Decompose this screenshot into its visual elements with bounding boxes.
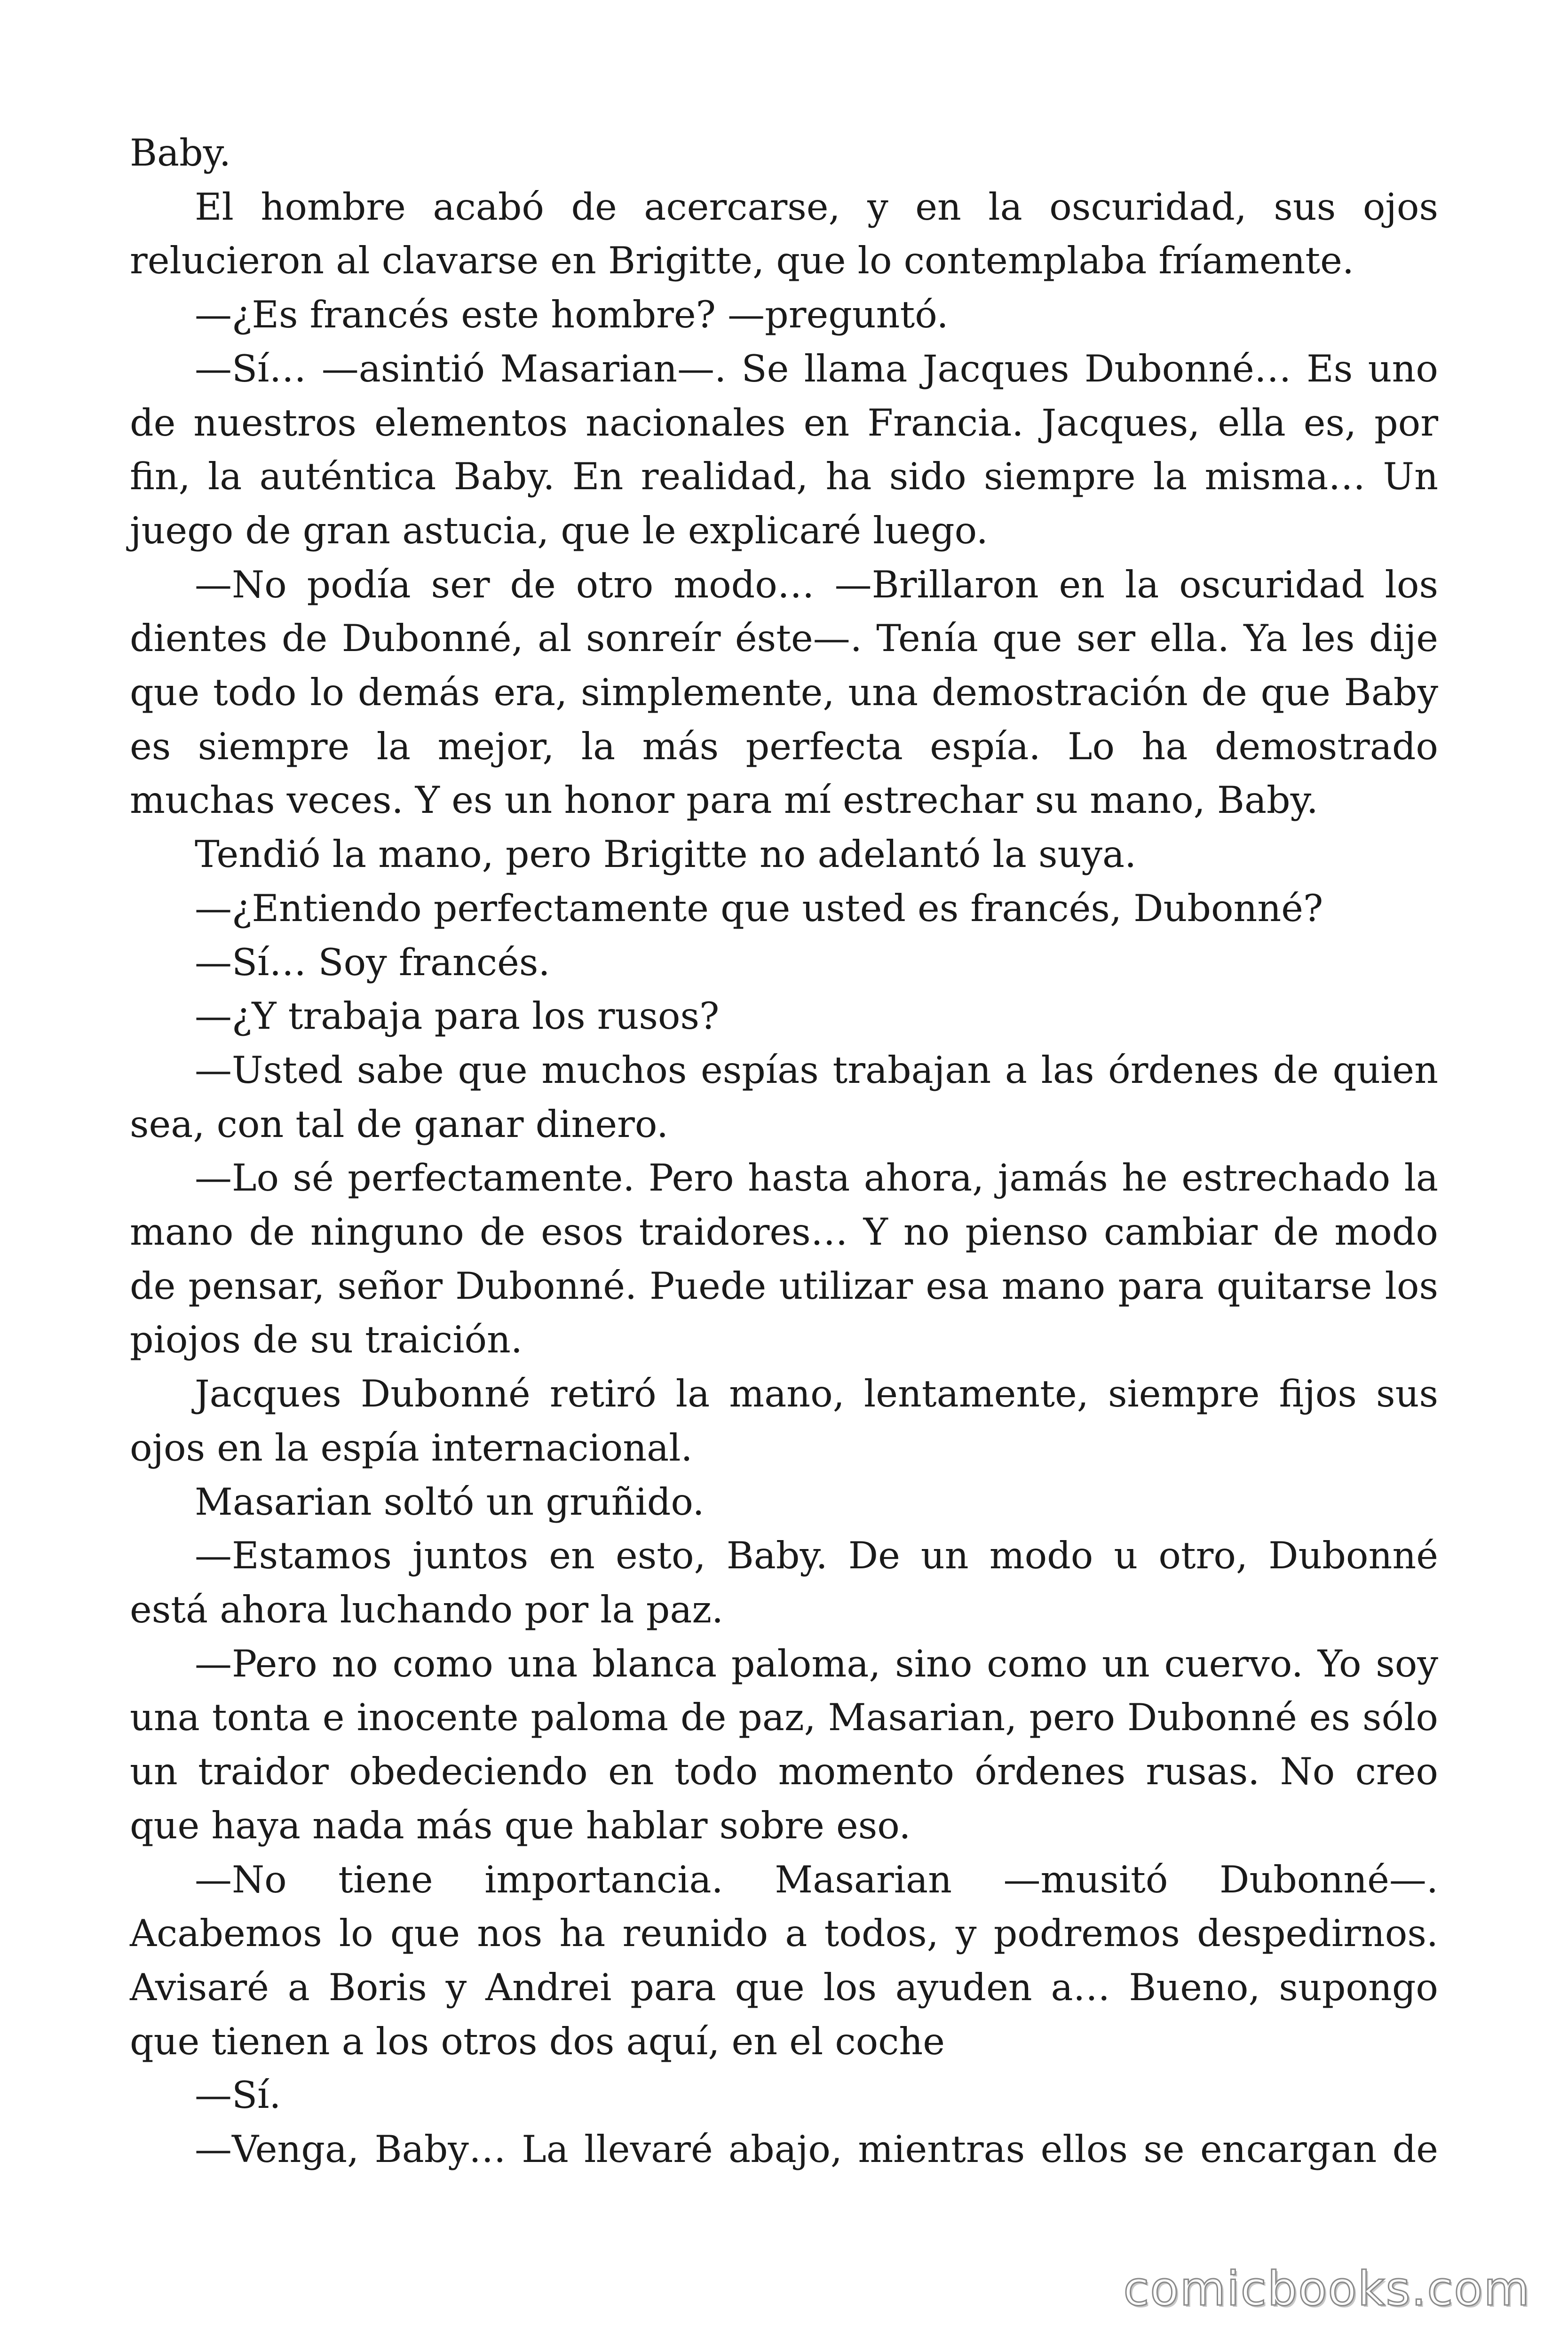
paragraph: —¿Es francés este hombre? —preguntó. [195, 293, 949, 337]
paragraph: Masarian soltó un gruñido. [195, 1480, 705, 1524]
watermark-logo: comicbooks.com [1123, 2261, 1530, 2316]
paragraph: —¿Entiendo perfectamente que usted es francés, Dubonné? [195, 886, 1323, 930]
paragraph: —Sí… —asintió Masarian—. Se llama Jacques Dubonné… Es uno de nuestros elementos nacionales en Francia. Jacques, ella es, por fin, la auténtica Baby. En realidad, ha sido siempre la misma… Un juego de gran astucia, que le explicaré luego. [130, 347, 1438, 552]
paragraph: —Sí… Soy francés. [195, 940, 550, 984]
paragraph: Jacques Dubonné retiró la mano, lentamente, siempre fijos sus ojos en la espía internacional. [130, 1372, 1438, 1470]
paragraph: El hombre acabó de acercarse, y en la oscuridad, sus ojos relucieron al clavarse en Brigitte, que lo contemplaba fríamente. [130, 185, 1438, 283]
paragraph: —Estamos juntos en esto, Baby. De un modo u otro, Dubonné está ahora luchando por la paz. [130, 1534, 1438, 1631]
paragraph: Tendió la mano, pero Brigitte no adelantó la suya. [195, 833, 1137, 876]
paragraph: —Usted sabe que muchos espías trabajan a las órdenes de quien sea, con tal de ganar dinero. [130, 1048, 1438, 1146]
body-text [130, 126, 1438, 2177]
paragraph: —Sí. [195, 2074, 281, 2117]
paragraph: —No podía ser de otro modo… —Brillaron en la oscuridad los dientes de Dubonné, al sonreír éste—. Tenía que ser ella. Ya les dije que todo lo demás era, simplemente, una demostración de que Baby es siempre la mejor, la más perfecta espía. Lo ha demostrado muchas veces. Y es un honor para mí estrechar su mano, Baby. [130, 563, 1438, 822]
paragraph: —Lo sé perfectamente. Pero hasta ahora, jamás he estrechado la mano de ninguno de esos traidores… Y no pienso cambiar de modo de pensar, señor Dubonné. Puede utilizar esa mano para quitarse los piojos de su traición. [130, 1156, 1438, 1362]
paragraph: —No tiene importancia. Masarian —musitó Dubonné—. Acabemos lo que nos ha reunido a todos, y podremos despedirnos. Avisaré a Boris y Andrei para que los ayuden a… Bueno, supongo que tienen a los otros dos aquí, en el coche [130, 1858, 1438, 2063]
paragraph: Baby. [130, 131, 231, 175]
paragraph: —Venga, Baby… La llevaré abajo, mientras ellos se encargan de [195, 2128, 1438, 2171]
paragraph: —Pero no como una blanca paloma, sino como un cuervo. Yo soy una tonta e inocente paloma de paz, Masarian, pero Dubonné es sólo un traidor obedeciendo en todo momento órdenes rusas. No creo que haya nada más que hablar sobre eso. [130, 1642, 1438, 1847]
paragraph: —¿Y trabaja para los rusos? [195, 994, 720, 1038]
